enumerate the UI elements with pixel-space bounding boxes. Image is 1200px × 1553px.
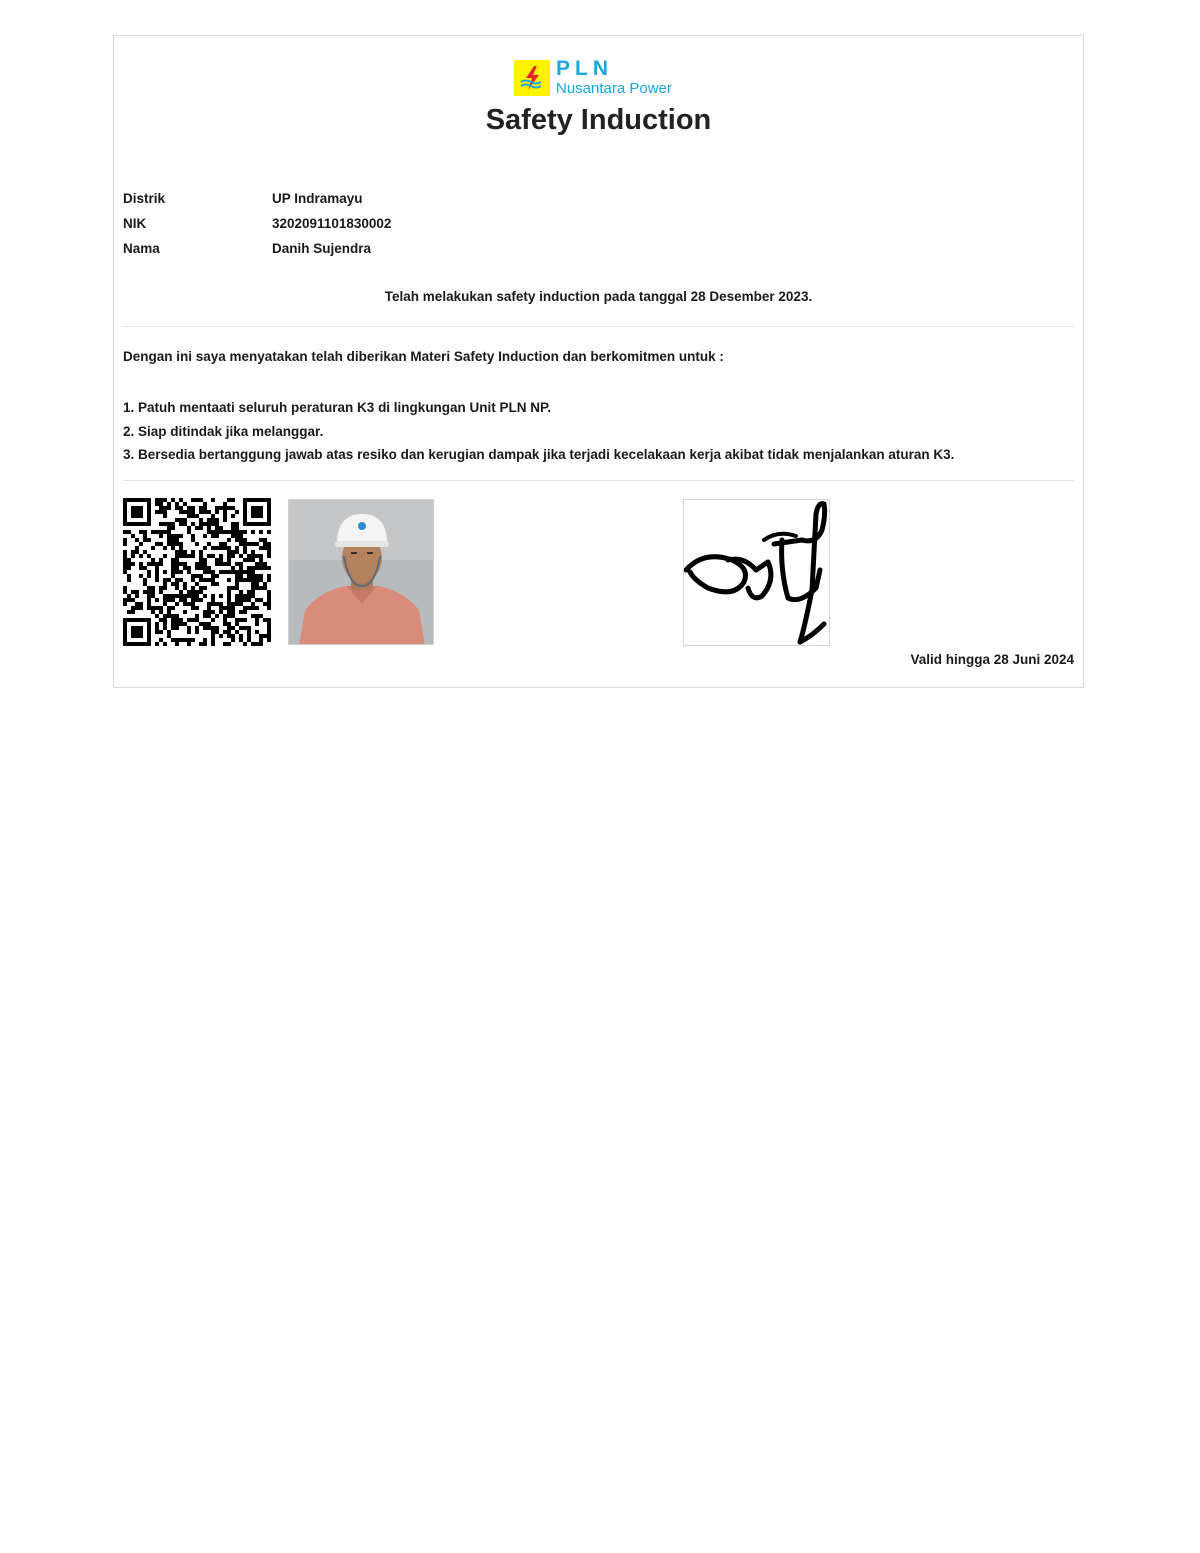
info-row-nama	[123, 236, 391, 261]
pln-logo-mark-icon	[514, 60, 550, 96]
list-item: 3. Bersedia bertanggung jawab atas resiko dan kerugian dampak jika terjadi kecelakaan kerja akibat tidak menjalankan aturan K3.	[123, 447, 955, 462]
logo-brand-text: PLN	[556, 57, 613, 80]
info-label: Distrik	[123, 191, 166, 206]
valid-until-text: Valid hingga 28 Juni 2024	[910, 652, 1074, 667]
info-row-nik	[123, 211, 391, 236]
qr-code-icon	[123, 498, 271, 646]
signature-box	[683, 499, 830, 646]
induction-statement: Telah melakukan safety induction pada tanggal 28 Desember 2023.	[384, 289, 813, 304]
commitment-intro: Dengan ini saya menyatakan telah diberikan Materi Safety Induction dan berkomitmen untuk :	[123, 349, 724, 364]
info-label: NIK	[123, 216, 147, 231]
divider	[123, 326, 1074, 327]
info-value: Danih Sujendra	[272, 241, 372, 256]
info-table	[123, 186, 391, 261]
info-label: Nama	[123, 241, 160, 256]
safety-induction-card	[113, 35, 1084, 688]
participant-photo	[288, 499, 434, 645]
info-value: 3202091101830002	[272, 216, 392, 231]
logo-subtitle-text: Nusantara Power	[556, 80, 672, 97]
page-title: Safety Induction	[485, 104, 712, 136]
signature-icon	[684, 500, 829, 645]
info-value: UP Indramayu	[272, 191, 363, 206]
pln-logo	[514, 57, 694, 98]
commitment-list	[123, 396, 954, 467]
divider	[123, 480, 1074, 481]
list-item: 2. Siap ditindak jika melanggar.	[123, 423, 324, 439]
info-row-distrik	[123, 186, 391, 211]
list-item: 1. Patuh mentaati seluruh peraturan K3 di lingkungan Unit PLN NP.	[123, 400, 552, 415]
